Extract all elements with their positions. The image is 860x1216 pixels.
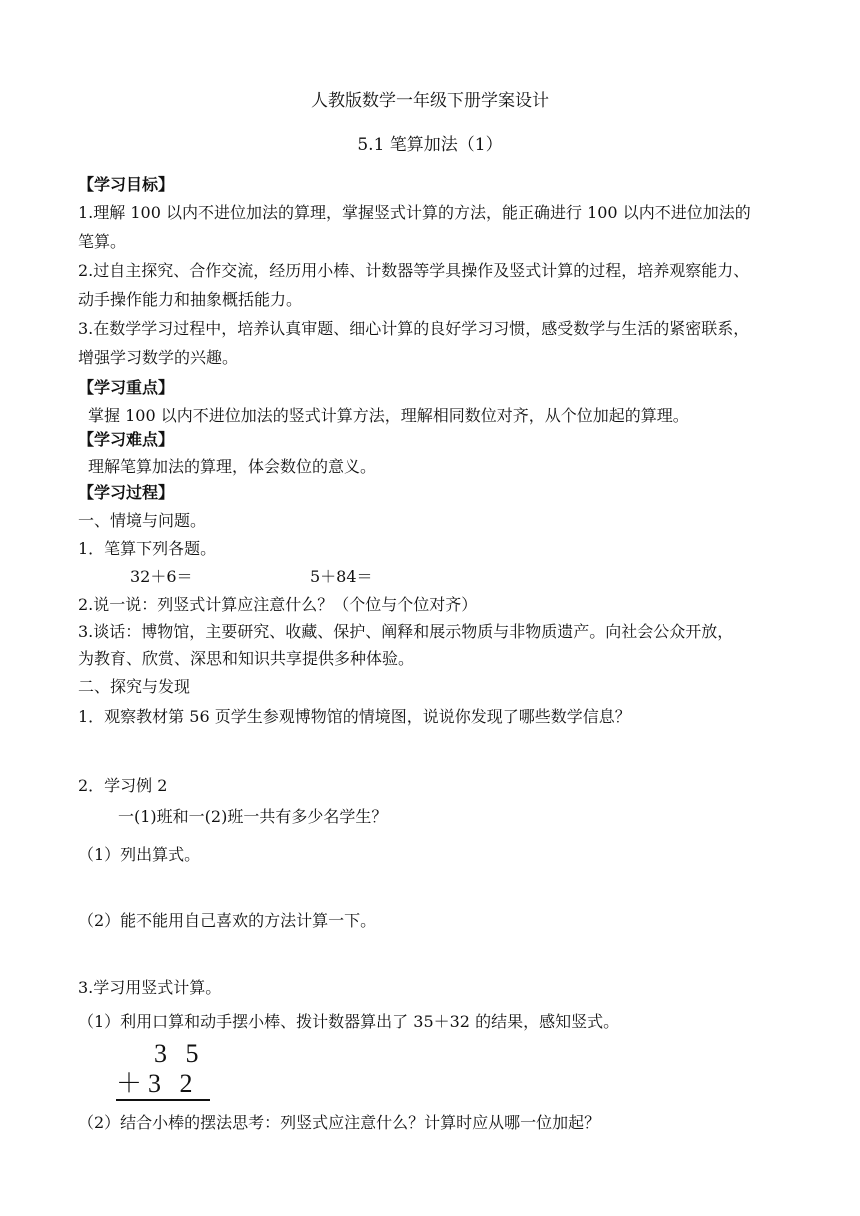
step-3-sub-1: （1）利用口算和动手摆小棒、拨计数器算出了 35＋32 的结果，感知竖式。 (78, 1012, 620, 1031)
goals-heading: 【学习目标】 (78, 175, 175, 194)
expression-b: 5＋84＝ (310, 567, 373, 586)
goal-2-line-2: 动手操作能力和抽象概括能力。 (78, 290, 303, 309)
question-3-line-2: 为教育、欣赏、深思和知识共享提供多种体验。 (78, 649, 415, 668)
example-question: 一(1)班和一(2)班一共有多少名学生？ (118, 807, 388, 826)
vertical-underline (116, 1099, 210, 1101)
part-2-title: 二、探究与发现 (78, 677, 191, 696)
key-point-text: 掌握 100 以内不进位加法的竖式计算方法，理解相同数位对齐，从个位加起的算理。 (88, 406, 689, 425)
expression-a: 32＋6＝ (130, 567, 193, 586)
lesson-subtitle: 5.1 笔算加法（1） (357, 135, 503, 155)
step-2: 2．学习例 2 (78, 776, 168, 795)
key-point-heading: 【学习重点】 (78, 378, 175, 397)
step-3: 3.学习用竖式计算。 (78, 978, 222, 997)
goal-2-line-1: 2.过自主探究、合作交流，经历用小棒、计数器等学具操作及竖式计算的过程，培养观察能力、 (78, 261, 750, 280)
document-title: 人教版数学一年级下册学案设计 (311, 91, 549, 111)
vertical-top-number: 3 5 (154, 1039, 205, 1068)
goal-3-line-1: 3.在数学学习过程中，培养认真审题、细心计算的良好学习习惯，感受数学与生活的紧密联系， (78, 319, 750, 338)
step-1: 1．观察教材第 56 页学生参观博物馆的情境图，说说你发现了哪些数学信息？ (78, 707, 631, 726)
process-heading: 【学习过程】 (78, 483, 175, 502)
question-3-line-1: 3.谈话：博物馆，主要研究、收藏、保护、阐释和展示物质与非物质遗产。向社会公众开放， (78, 622, 734, 641)
difficulty-text: 理解笔算加法的算理，体会数位的意义。 (88, 457, 377, 476)
question-2: 2.说一说：列竖式计算应注意什么？（个位与个位对齐） (78, 595, 478, 614)
part-1-title: 一、情境与问题。 (78, 511, 207, 530)
goal-1-line-2: 笔算。 (78, 232, 127, 251)
vertical-bottom-number: ＋3 2 (116, 1069, 199, 1098)
difficulty-heading: 【学习难点】 (78, 430, 175, 449)
goal-1-line-1: 1.理解 100 以内不进位加法的算理，掌握竖式计算的方法，能正确进行 100 以内不进位加法的 (78, 203, 751, 222)
example-step-1: （1）列出算式。 (78, 845, 201, 864)
vertical-addition (114, 1040, 210, 1102)
goal-3-line-2: 增强学习数学的兴趣。 (78, 348, 239, 367)
step-3-sub-2: （2）结合小棒的摆法思考：列竖式应注意什么？计算时应从哪一位加起？ (78, 1113, 601, 1132)
example-step-2: （2）能不能用自己喜欢的方法计算一下。 (78, 911, 377, 930)
question-1: 1．笔算下列各题。 (78, 539, 217, 558)
